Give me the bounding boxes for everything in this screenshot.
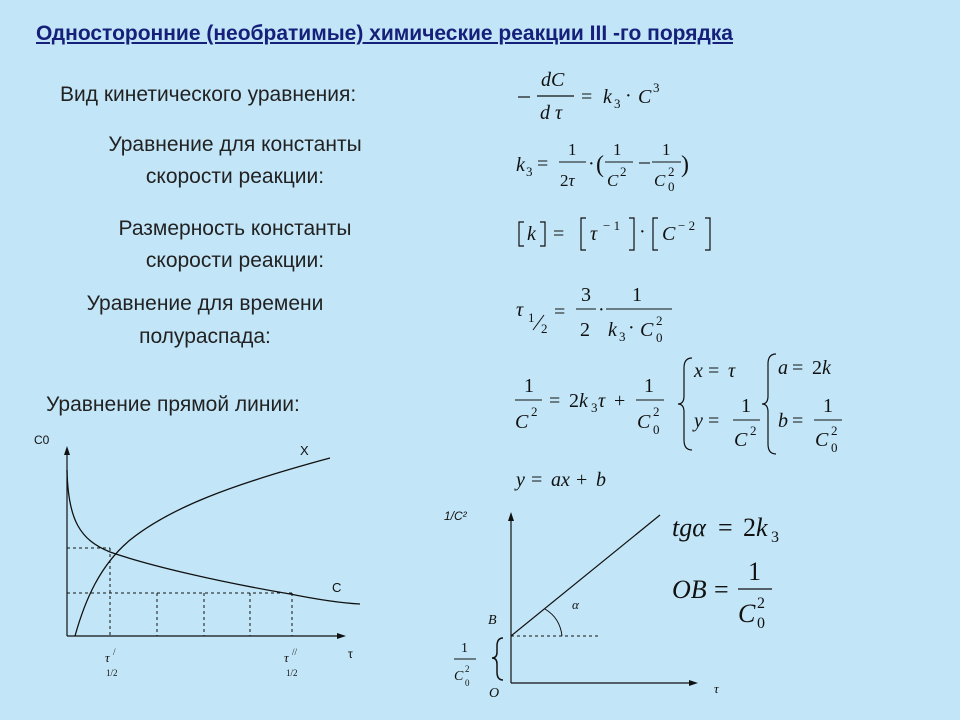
svg-text:2: 2 <box>656 313 663 328</box>
svg-text:=: = <box>708 410 720 432</box>
svg-text:0: 0 <box>465 678 470 688</box>
svg-text:·: · <box>588 153 595 175</box>
label-dimension-2: скорости реакции: <box>145 249 325 272</box>
svg-text:2: 2 <box>668 164 675 179</box>
formula-kinetic <box>518 69 660 124</box>
label-kinetic-equation: Вид кинетического уравнения: <box>60 83 357 106</box>
svg-text:C: C <box>654 171 666 190</box>
svg-text:=: = <box>537 153 549 175</box>
svg-text:=: = <box>792 410 804 432</box>
svg-text:1: 1 <box>632 284 642 306</box>
svg-text:3: 3 <box>653 80 660 95</box>
svg-text:C: C <box>454 669 464 684</box>
left-x-axis-label: τ <box>348 647 353 661</box>
t-half-1: τ <box>105 650 110 665</box>
formula-dimension <box>519 218 710 250</box>
right-x-axis-label: τ <box>714 681 719 696</box>
left-y-axis-label: C0 <box>34 433 50 447</box>
svg-text:=: = <box>553 223 565 245</box>
svg-text:2: 2 <box>750 423 757 438</box>
svg-text:C: C <box>738 599 756 628</box>
svg-text:3: 3 <box>771 529 779 546</box>
svg-text:ax: ax <box>551 469 570 491</box>
svg-text:k: k <box>603 86 612 108</box>
svg-text:·: · <box>628 317 635 339</box>
svg-text:3: 3 <box>581 284 591 306</box>
svg-text:0: 0 <box>757 615 765 632</box>
svg-text:− 1: − 1 <box>603 218 621 233</box>
svg-text:τ: τ <box>516 299 524 321</box>
point-o: O <box>489 686 500 701</box>
svg-text:1: 1 <box>461 641 468 656</box>
svg-text:0: 0 <box>668 179 675 194</box>
svg-text:2: 2 <box>531 404 538 419</box>
curve-c-label: C <box>332 580 342 595</box>
curve-x <box>75 458 330 636</box>
right-y-axis-label: 1/C² <box>444 509 467 523</box>
svg-text:d τ: d τ <box>540 102 563 124</box>
curve-x-label: X <box>300 443 309 458</box>
straight-line <box>511 515 660 636</box>
svg-text:3: 3 <box>526 164 533 179</box>
formula-half-life <box>516 284 672 345</box>
t-half-1-sub: 1/2 <box>106 668 118 678</box>
svg-text:3: 3 <box>619 329 626 344</box>
svg-text:0: 0 <box>653 422 660 437</box>
svg-text:k: k <box>516 154 525 176</box>
svg-text:2: 2 <box>620 164 627 179</box>
svg-text:2k: 2k <box>743 513 768 542</box>
svg-text:2: 2 <box>831 423 838 438</box>
svg-text:2: 2 <box>757 595 765 612</box>
svg-text:1: 1 <box>568 140 577 159</box>
svg-text:·: · <box>625 85 632 107</box>
svg-text:C: C <box>515 411 529 433</box>
svg-text:·: · <box>598 299 605 321</box>
t-half-1-sup: / <box>113 647 116 657</box>
angle-alpha: α <box>572 597 579 612</box>
svg-text:b: b <box>596 469 606 491</box>
svg-text:0: 0 <box>656 330 663 345</box>
formula-line <box>515 354 842 455</box>
svg-text:=: = <box>554 301 566 323</box>
svg-text:1: 1 <box>662 140 671 159</box>
svg-text:0: 0 <box>831 440 838 455</box>
label-half-life-2: полураспада: <box>139 325 271 348</box>
t-half-2-sup: // <box>292 647 298 657</box>
svg-text:C: C <box>637 411 651 433</box>
svg-text:2k: 2k <box>569 390 588 412</box>
svg-text:=: = <box>581 86 593 108</box>
svg-text:=: = <box>714 575 729 604</box>
svg-text:C: C <box>640 319 654 341</box>
formula-ob <box>672 557 772 632</box>
svg-text:1: 1 <box>741 395 751 417</box>
svg-text:1: 1 <box>823 395 833 417</box>
svg-text:k: k <box>608 319 617 341</box>
svg-text:3: 3 <box>591 400 598 415</box>
slide-title: Односторонние (необратимые) химические реакции III -го порядка <box>36 22 733 45</box>
svg-text:C: C <box>638 86 652 108</box>
svg-text:y: y <box>694 410 703 432</box>
svg-text:=: = <box>531 469 543 491</box>
label-rate-constant-1: Уравнение для константы <box>108 133 362 156</box>
svg-text:=: = <box>708 360 720 382</box>
svg-text:=: = <box>549 390 561 412</box>
svg-text:1: 1 <box>613 140 622 159</box>
formula-rate-constant <box>516 140 689 194</box>
svg-text:τ: τ <box>728 360 736 382</box>
svg-text:y: y <box>516 469 525 491</box>
svg-text:2: 2 <box>580 319 590 341</box>
svg-text:2τ: 2τ <box>560 171 575 190</box>
svg-text:C: C <box>815 429 829 451</box>
svg-text:tgα: tgα <box>672 513 706 542</box>
svg-text:): ) <box>681 152 689 178</box>
svg-text:1: 1 <box>644 375 654 397</box>
svg-text:C: C <box>734 429 748 451</box>
t-half-2: τ <box>284 650 289 665</box>
svg-text:a: a <box>778 357 788 379</box>
svg-text:τ: τ <box>590 223 598 245</box>
svg-text:2: 2 <box>541 321 548 336</box>
formula-linear <box>514 469 606 491</box>
label-half-life-1: Уравнение для времени <box>86 292 324 315</box>
svg-text:2k: 2k <box>812 357 831 379</box>
formula-tangent <box>672 513 779 546</box>
curve-c <box>67 470 360 604</box>
svg-text:3: 3 <box>614 96 621 111</box>
label-rate-constant-2: скорости реакции: <box>145 165 325 188</box>
point-b: B <box>488 613 497 628</box>
svg-text:2: 2 <box>653 404 660 419</box>
label-dimension-1: Размерность константы <box>118 217 352 240</box>
svg-text:x: x <box>694 360 703 382</box>
svg-text:k: k <box>527 223 536 245</box>
svg-text:dC: dC <box>541 69 565 91</box>
svg-text:1: 1 <box>748 557 761 586</box>
svg-text:− 2: − 2 <box>678 218 696 233</box>
svg-text:OB: OB <box>672 575 707 604</box>
svg-text:=: = <box>792 357 804 379</box>
svg-text:+: + <box>576 469 588 491</box>
svg-text:1: 1 <box>528 310 535 325</box>
left-graph <box>34 433 360 678</box>
svg-text:C: C <box>662 223 676 245</box>
svg-text:2: 2 <box>465 664 470 674</box>
svg-text:1: 1 <box>524 375 534 397</box>
svg-text:·: · <box>639 221 646 243</box>
label-line-equation: Уравнение прямой линии: <box>46 393 300 416</box>
svg-text:(: ( <box>596 152 604 178</box>
svg-text:+: + <box>614 390 626 412</box>
svg-text:τ: τ <box>598 390 606 412</box>
t-half-2-sub: 1/2 <box>286 668 298 678</box>
svg-text:C: C <box>607 171 619 190</box>
svg-text:b: b <box>778 410 788 432</box>
svg-text:=: = <box>718 513 733 542</box>
